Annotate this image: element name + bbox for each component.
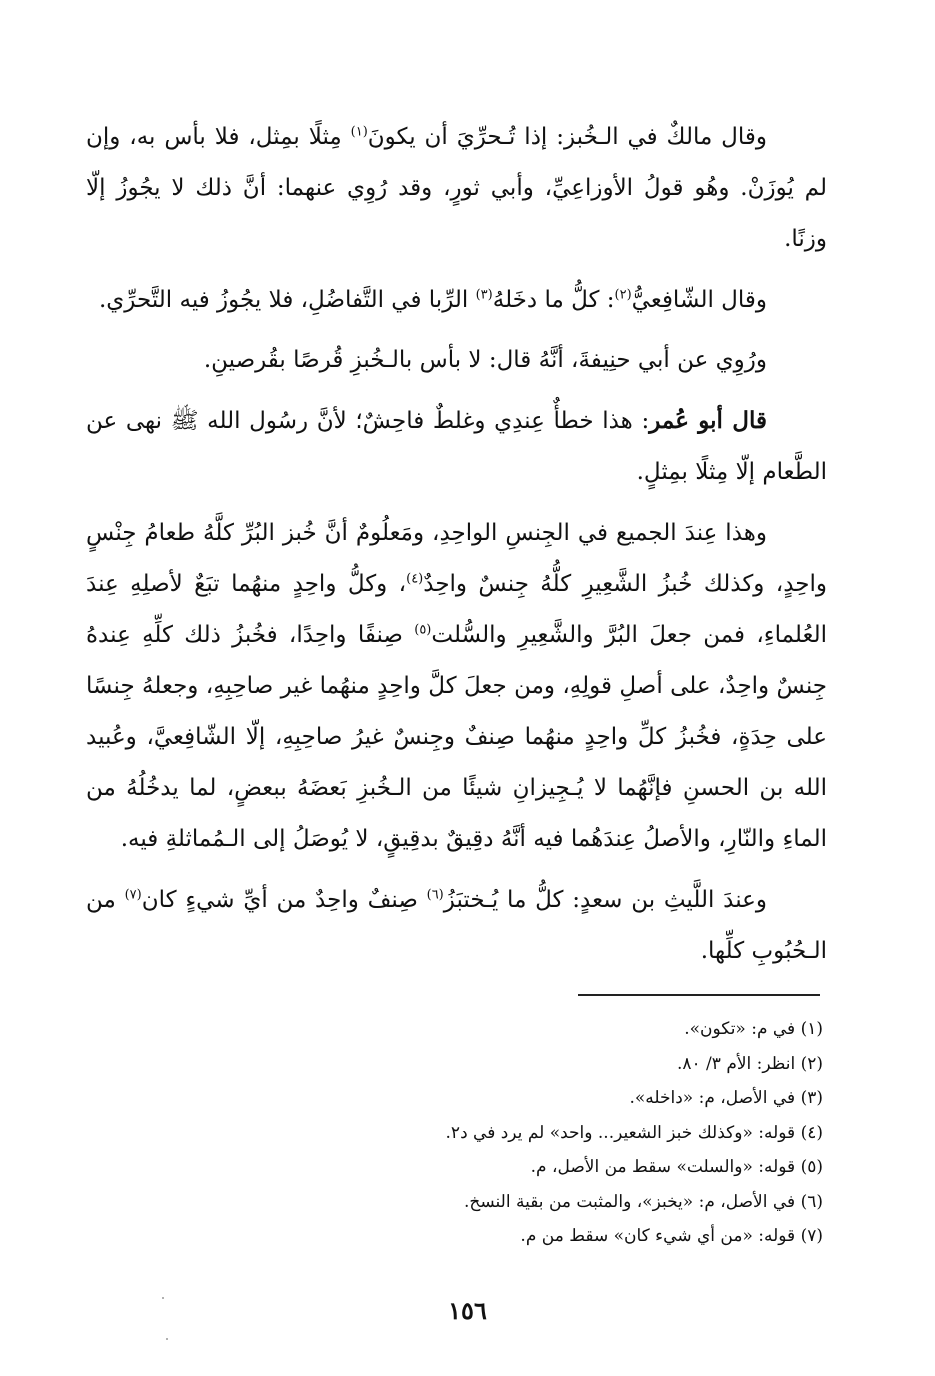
main-text [86, 112, 827, 987]
footnote-ref-6[interactable]: (٦) [426, 887, 444, 903]
text-run: من الـحُبُوبِ كلِّها. [86, 887, 827, 964]
text-run: صِنفٌ واحِدٌ من أيِّ شيءٍ كان [141, 887, 427, 913]
paragraph-abu-hanifa [86, 335, 827, 385]
footnote-4: (٤) قوله: «وكذلك خبز الشعير... واحد» لم يرد في د٢. [445, 1122, 823, 1143]
text-run: وقال مالكٌ في الـخُبز: إذا تُـحرِّيَ أن يكونَ [367, 124, 767, 150]
text-run: وعندَ اللَّيثِ بن سعدٍ: كلُّ ما يُـختبَزُ [443, 887, 767, 913]
footnote-ref-4[interactable]: (٤) [406, 571, 424, 587]
paragraph-jins [86, 508, 827, 865]
text-run: : كلُّ ما دخَلهُ [492, 287, 615, 313]
footnote-7: (٧) قوله: «من أي شيء كان» سقط من م. [520, 1226, 823, 1246]
footnote-5: (٥) قوله: «والسلت» سقط من الأصل، م. [530, 1157, 823, 1177]
footnote-2: (٢) انظر: الأم ٣/ ٨٠. [676, 1053, 823, 1074]
footnote-3: (٣) في الأصل، م: «داخله». [629, 1088, 823, 1108]
paragraph-malik [86, 112, 827, 265]
page-number: ١٥٦ [448, 1296, 487, 1325]
footnote-divider [578, 994, 820, 996]
text-run: مِثلًا بمِثل، فلا بأس به، وإن لم يُوزَنْ. وهُو قولُ الأوزاعِيِّ، وأبي ثورٍ، وقد رُوِي عنهما: أنَّ ذلك لا يجُوزُ إلّا وزنًا. [86, 124, 827, 252]
footnote-ref-5[interactable]: (٥) [414, 622, 432, 638]
text-run: وهذا عِندَ الجميع في الجِنسِ الواحِدِ، ومَعلُومٌ أنَّ خُبز البُرِّ كلَّهُ طعامُ جِنْسٍ واحِدٍ، وكذلك خُبزُ الشَّعِيرِ كلُّهُ جِنسٌ واحِدٌ [86, 520, 827, 597]
footnote-ref-1[interactable]: (١) [350, 124, 368, 140]
footnote-ref-3[interactable]: (٣) [475, 287, 493, 303]
text-run: : هذا خطأٌ عِندِي وغلطٌ فاحِشٌ؛ لأنَّ رسُول الله ﷺ نهى عن الطَّعام إلّا مِثلًا بمِثلٍ. [86, 408, 827, 485]
footnote-6: (٦) في الأصل، م: «يخبز»، والمثبت من بقية النسخ. [463, 1191, 823, 1212]
text-run: الرِّبا في التَّفاضُلِ، فلا يجُوزُ فيه التَّحرِّي. [98, 287, 476, 313]
text-run: صِنفًا واحِدًا، فخُبزُ ذلك كلِّهِ عِندهُ جِنسٌ واحِدٌ، على أصلِ قولِهِ، ومن جعلَ كلَّ واحِدٍ منهُما غير صاحِبِهِ، وجعلهُ جِنسًا على حِدَةٍ، فخُبزُ كلِّ واحِدٍ منهُما صِنفٌ وجِنسٌ غيرُ صاحِبِهِ، إلّا الشّافِعيَّ، وعُبيد الله بن الحسنِ فإنَّهُما لا يُـجِيزانِ شيئًا من الـخُبزِ بَعضَهُ ببعضٍ، لما يدخُلُهُ من الماءِ والنّارِ، والأصلُ عِندَهُما فيه أنَّهُ دقِيقٌ بدقِيقٍ، لا يُوصَلُ إلى الـمُماثلةِ فيه. [86, 622, 827, 852]
footnote-ref-7[interactable]: (٧) [124, 887, 142, 903]
paragraph-shafii [86, 275, 827, 325]
footnotes-section [86, 1012, 823, 1254]
paragraph-layth [86, 875, 827, 977]
text-run: وقال الشّافِعيُّ [631, 287, 767, 313]
text-run: ورُوِي عن أبي حنِيفةَ، أنَّهُ قال: لا بأس بالـخُبزِ قُرصًا بقُرصينِ. [203, 347, 767, 373]
paragraph-abu-umar [86, 395, 827, 498]
speaker-name: قال أبو عُمر [649, 407, 767, 434]
footnote-1: (١) في م: «تكون». [684, 1019, 823, 1039]
text-run: ، وكلُّ واحِدٍ منهُما تبَعٌ لأصلِهِ عِندَ العُلماءِ، فمن جعلَ البُرَّ والشَّعِيرِ والسُّلت [86, 571, 827, 648]
scan-speck [162, 1297, 164, 1299]
scan-speck [166, 1338, 168, 1340]
footnote-ref-2[interactable]: (٢) [614, 287, 632, 303]
